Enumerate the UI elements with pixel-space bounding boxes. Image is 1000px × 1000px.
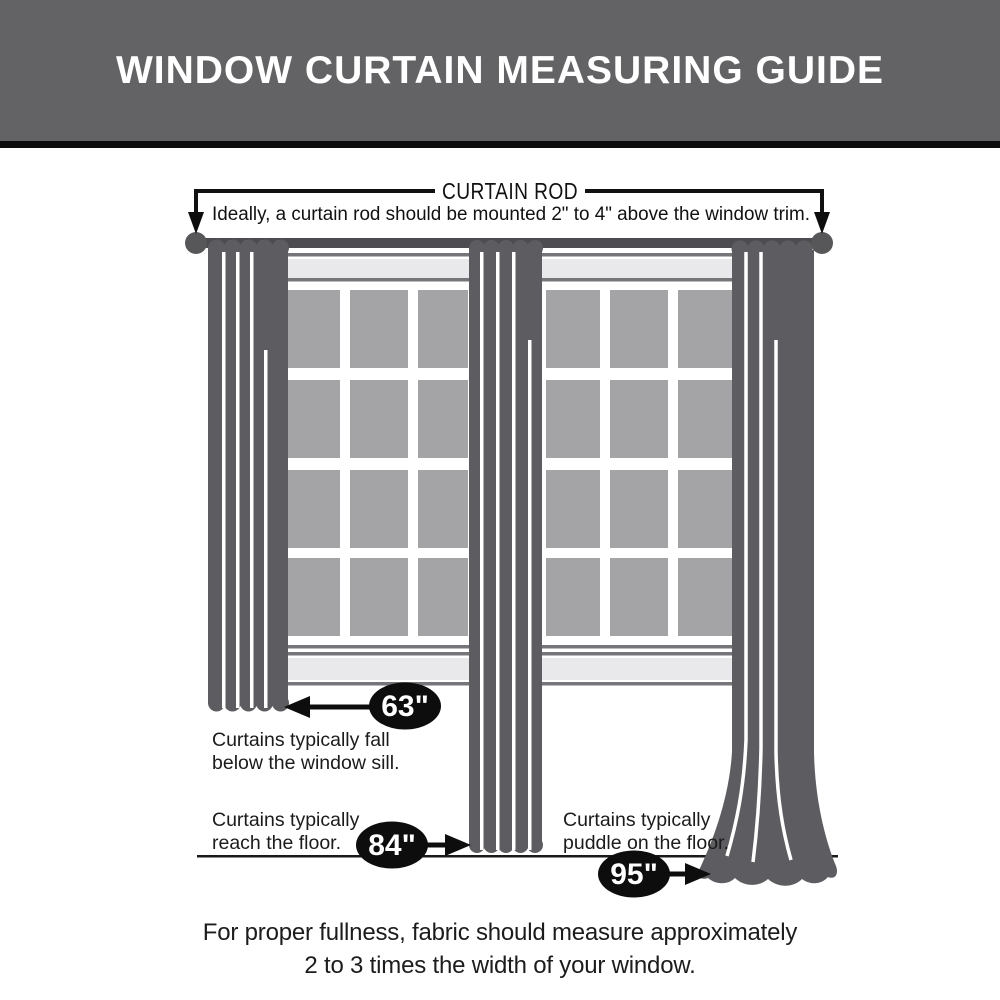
window-pane [288, 470, 340, 548]
window-pane [546, 380, 600, 458]
window-pane [288, 558, 340, 636]
length-badge-63-text: 63" [381, 690, 429, 723]
floor-caption-line1: Curtains typically [212, 809, 360, 831]
window-pane [288, 380, 340, 458]
window-pane [678, 470, 733, 548]
curtain-pleat [250, 252, 254, 708]
window-pane [350, 380, 408, 458]
fullness-note-line2: 2 to 3 times the width of your window. [304, 952, 696, 979]
window-pane [350, 470, 408, 548]
length-badge-84-text: 84" [368, 829, 416, 862]
window-pane [546, 470, 600, 548]
curtain-scallop [240, 695, 257, 712]
window-pane [350, 290, 408, 368]
measurement-84 [212, 809, 471, 869]
header-banner [0, 0, 1000, 141]
window-pane [418, 558, 468, 636]
floor-caption-line2: reach the floor. [212, 832, 341, 854]
window-panes-left [288, 290, 468, 636]
curtain-pleat [264, 350, 268, 708]
curtain-panel-floor-length [469, 240, 543, 853]
curtain-pleat [512, 252, 516, 850]
puddle-caption-line2: puddle on the floor. [563, 832, 729, 854]
curtain-pleat [480, 252, 484, 850]
window-pane [610, 290, 668, 368]
sill-caption-line2: below the window sill. [212, 752, 400, 774]
window-pane [610, 380, 668, 458]
sill-caption-line1: Curtains typically fall [212, 729, 390, 751]
curtain-pleat [496, 252, 500, 850]
window-pane [546, 558, 600, 636]
curtain-scallop [272, 695, 289, 712]
curtain-rod-callout [188, 178, 830, 234]
fullness-note-line1: For proper fullness, fabric should measure approximately [202, 919, 798, 946]
length-badge-95-text: 95" [610, 858, 658, 891]
page-title: WINDOW CURTAIN MEASURING GUIDE [115, 48, 885, 92]
window-pane [418, 290, 468, 368]
curtain-scallop [498, 837, 514, 853]
window-pane [288, 290, 340, 368]
window-pane [546, 290, 600, 368]
puddle-caption-line1: Curtains typically [563, 809, 711, 831]
window-panes-right [546, 290, 733, 636]
curtain-body [208, 248, 288, 704]
right-arrow-icon [445, 834, 471, 856]
measuring-diagram [0, 148, 1000, 920]
curtain-rod-label: CURTAIN ROD [442, 178, 578, 204]
down-arrow-icon [188, 212, 204, 234]
window-pane [678, 290, 733, 368]
measurement-95 [563, 809, 729, 898]
curtain-pleat [236, 252, 240, 708]
fullness-note [0, 916, 1000, 982]
window-pane [418, 470, 468, 548]
window-pane [678, 558, 733, 636]
window-pane [418, 380, 468, 458]
curtain-rod-note: Ideally, a curtain rod should be mounted 2" to 4" above the window trim. [212, 204, 810, 225]
rod-finial-right [811, 232, 833, 254]
window-pane [350, 558, 408, 636]
window-pane [610, 470, 668, 548]
curtain-pleat [528, 340, 532, 850]
curtain-panel-sill-length [208, 240, 289, 712]
window-pane [610, 558, 668, 636]
window-pane [678, 380, 733, 458]
rod-finial-left [185, 232, 207, 254]
curtain-pleat [222, 252, 226, 708]
banner-divider [0, 141, 1000, 148]
down-arrow-icon [814, 212, 830, 234]
